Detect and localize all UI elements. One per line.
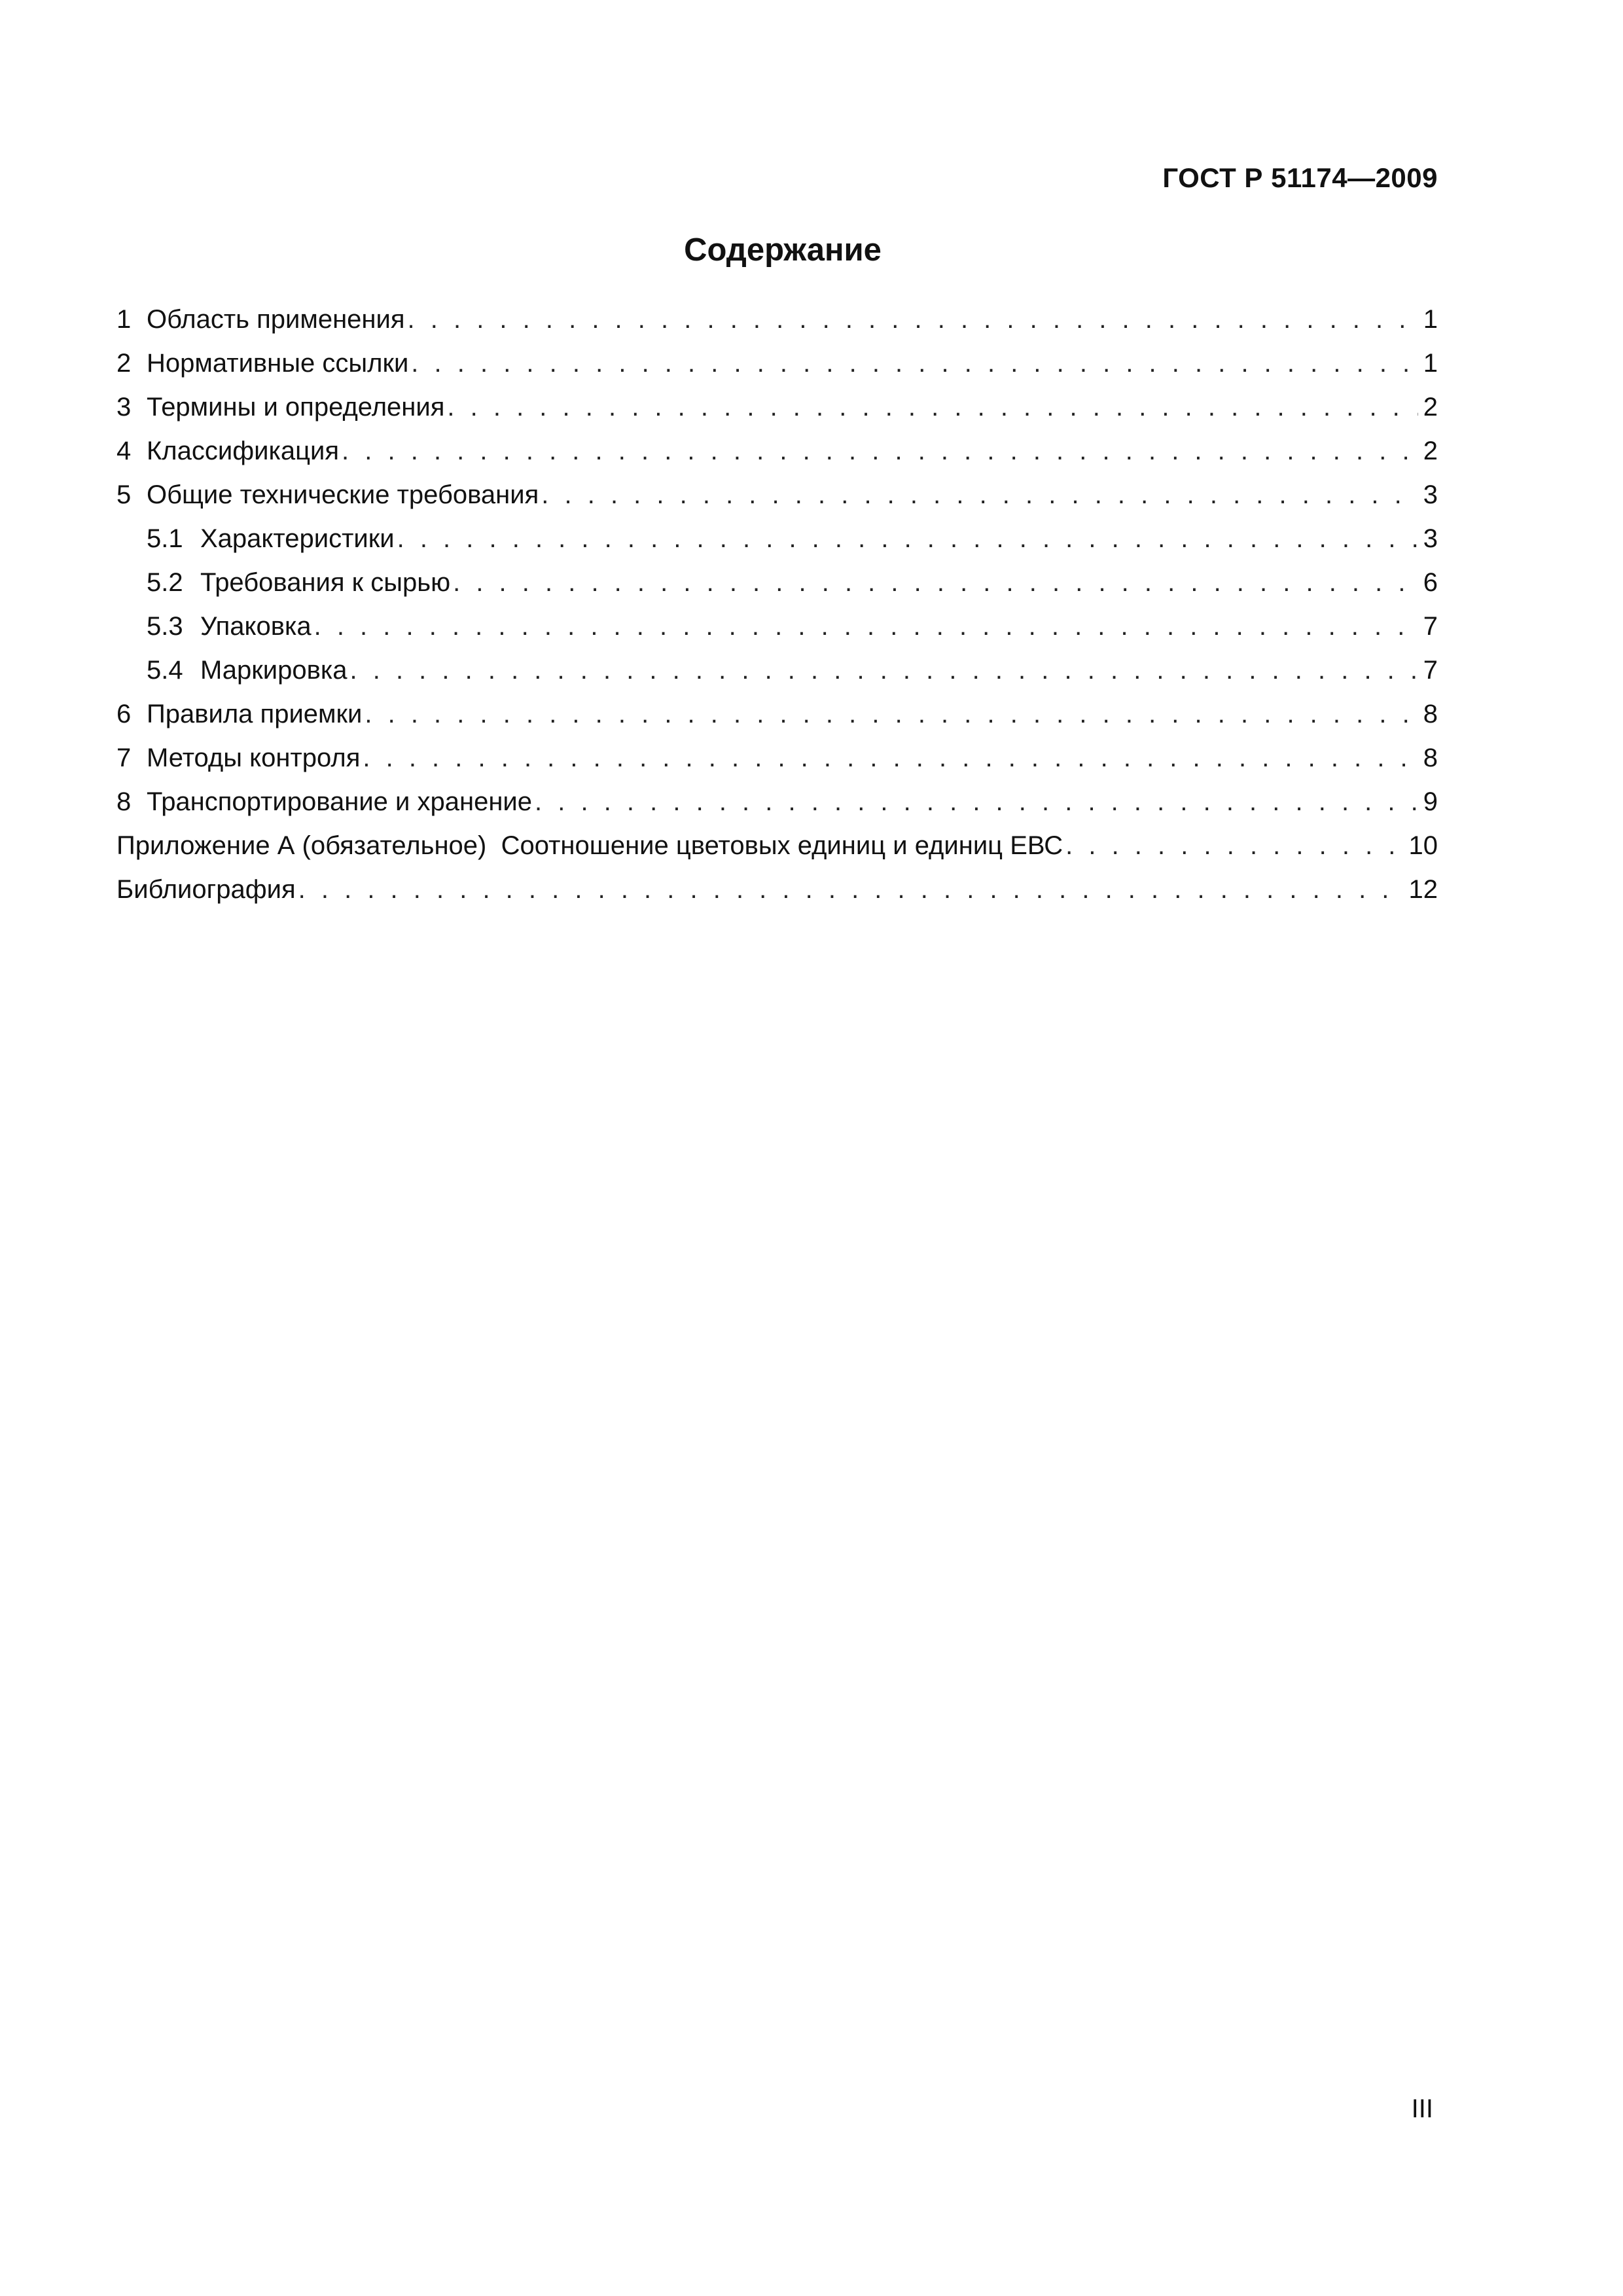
toc-entry-page: 7 bbox=[1423, 612, 1438, 641]
page-number: III bbox=[1411, 2094, 1433, 2123]
toc-leader-dots bbox=[342, 429, 1418, 473]
toc-entry-title: Требования к сырью bbox=[200, 568, 451, 597]
toc-entry-page: 12 bbox=[1408, 875, 1438, 904]
toc-entry-number: 5.1 bbox=[147, 524, 183, 553]
toc-leader-dots bbox=[314, 605, 1418, 649]
toc-entry-appendix[interactable] bbox=[116, 824, 1438, 868]
toc-subentry[interactable] bbox=[116, 517, 1438, 561]
toc-entry-bibliography[interactable] bbox=[116, 868, 1438, 912]
toc-entry-number: 8 bbox=[116, 787, 132, 816]
toc-leader-dots bbox=[453, 561, 1418, 605]
toc-entry-page: 1 bbox=[1423, 305, 1438, 334]
toc-leader-dots bbox=[447, 386, 1418, 429]
toc-entry-page: 7 bbox=[1423, 656, 1438, 685]
toc-entry[interactable] bbox=[116, 692, 1438, 736]
toc-entry-number: 6 bbox=[116, 700, 132, 728]
toc-leader-dots bbox=[298, 868, 1405, 912]
toc-entry-page: 3 bbox=[1423, 524, 1438, 553]
toc-leader-dots bbox=[408, 298, 1418, 342]
toc-entry-title: Правила приемки bbox=[147, 700, 363, 728]
toc-entry-title: Область применения bbox=[147, 305, 405, 334]
toc-entry-number: 2 bbox=[116, 349, 132, 378]
toc-entry-number: 5.2 bbox=[147, 568, 183, 597]
toc-entry-number: 1 bbox=[116, 305, 132, 334]
toc-leader-dots bbox=[365, 692, 1418, 736]
toc-entry-page: 2 bbox=[1423, 437, 1438, 465]
toc-entry-number: 5.4 bbox=[147, 656, 183, 685]
toc-entry[interactable] bbox=[116, 736, 1438, 780]
toc-entry-number: 4 bbox=[116, 437, 132, 465]
toc-leader-dots bbox=[541, 473, 1418, 517]
toc-entry[interactable] bbox=[116, 298, 1438, 342]
document-code: ГОСТ Р 51174—2009 bbox=[1162, 162, 1438, 193]
toc-entry-number: 3 bbox=[116, 393, 132, 422]
toc-entry-number: 5.3 bbox=[147, 612, 183, 641]
toc-leader-dots bbox=[397, 517, 1418, 561]
table-of-contents bbox=[116, 298, 1438, 912]
toc-entry-page: 2 bbox=[1423, 393, 1438, 422]
toc-entry-title: Нормативные ссылки bbox=[147, 349, 409, 378]
toc-entry-title: Приложение А (обязательное) Соотношение цветовых единиц и единиц ЕВС bbox=[116, 831, 1063, 860]
toc-entry[interactable] bbox=[116, 473, 1438, 517]
toc-entry-number: 7 bbox=[116, 744, 132, 772]
toc-entry-title: Классификация bbox=[147, 437, 340, 465]
toc-entry-title: Характеристики bbox=[200, 524, 395, 553]
toc-leader-dots bbox=[535, 780, 1418, 824]
toc-subentry[interactable] bbox=[116, 561, 1438, 605]
toc-entry-page: 1 bbox=[1423, 349, 1438, 378]
toc-subentry[interactable] bbox=[116, 605, 1438, 649]
toc-title: Содержание bbox=[684, 232, 882, 268]
toc-entry-title: Библиография bbox=[116, 875, 296, 904]
toc-leader-dots bbox=[1065, 824, 1404, 868]
toc-entry-page: 8 bbox=[1423, 700, 1438, 728]
toc-entry-page: 10 bbox=[1408, 831, 1438, 860]
toc-entry-page: 6 bbox=[1423, 568, 1438, 597]
toc-entry-title: Общие технические требования bbox=[147, 480, 539, 509]
toc-leader-dots bbox=[411, 342, 1418, 386]
toc-entry-title: Упаковка bbox=[200, 612, 312, 641]
toc-entry-title: Термины и определения bbox=[147, 393, 445, 422]
toc-entry[interactable] bbox=[116, 342, 1438, 386]
toc-entry-title: Маркировка bbox=[200, 656, 348, 685]
toc-leader-dots bbox=[363, 736, 1418, 780]
toc-entry-page: 3 bbox=[1423, 480, 1438, 509]
toc-entry[interactable] bbox=[116, 429, 1438, 473]
toc-entry-title: Методы контроля bbox=[147, 744, 361, 772]
toc-leader-dots bbox=[349, 649, 1418, 692]
toc-entry-title: Транспортирование и хранение bbox=[147, 787, 533, 816]
toc-subentry[interactable] bbox=[116, 649, 1438, 692]
toc-entry[interactable] bbox=[116, 780, 1438, 824]
toc-entry-number: 5 bbox=[116, 480, 132, 509]
toc-entry-page: 9 bbox=[1423, 787, 1438, 816]
toc-entry-page: 8 bbox=[1423, 744, 1438, 772]
toc-entry[interactable] bbox=[116, 386, 1438, 429]
